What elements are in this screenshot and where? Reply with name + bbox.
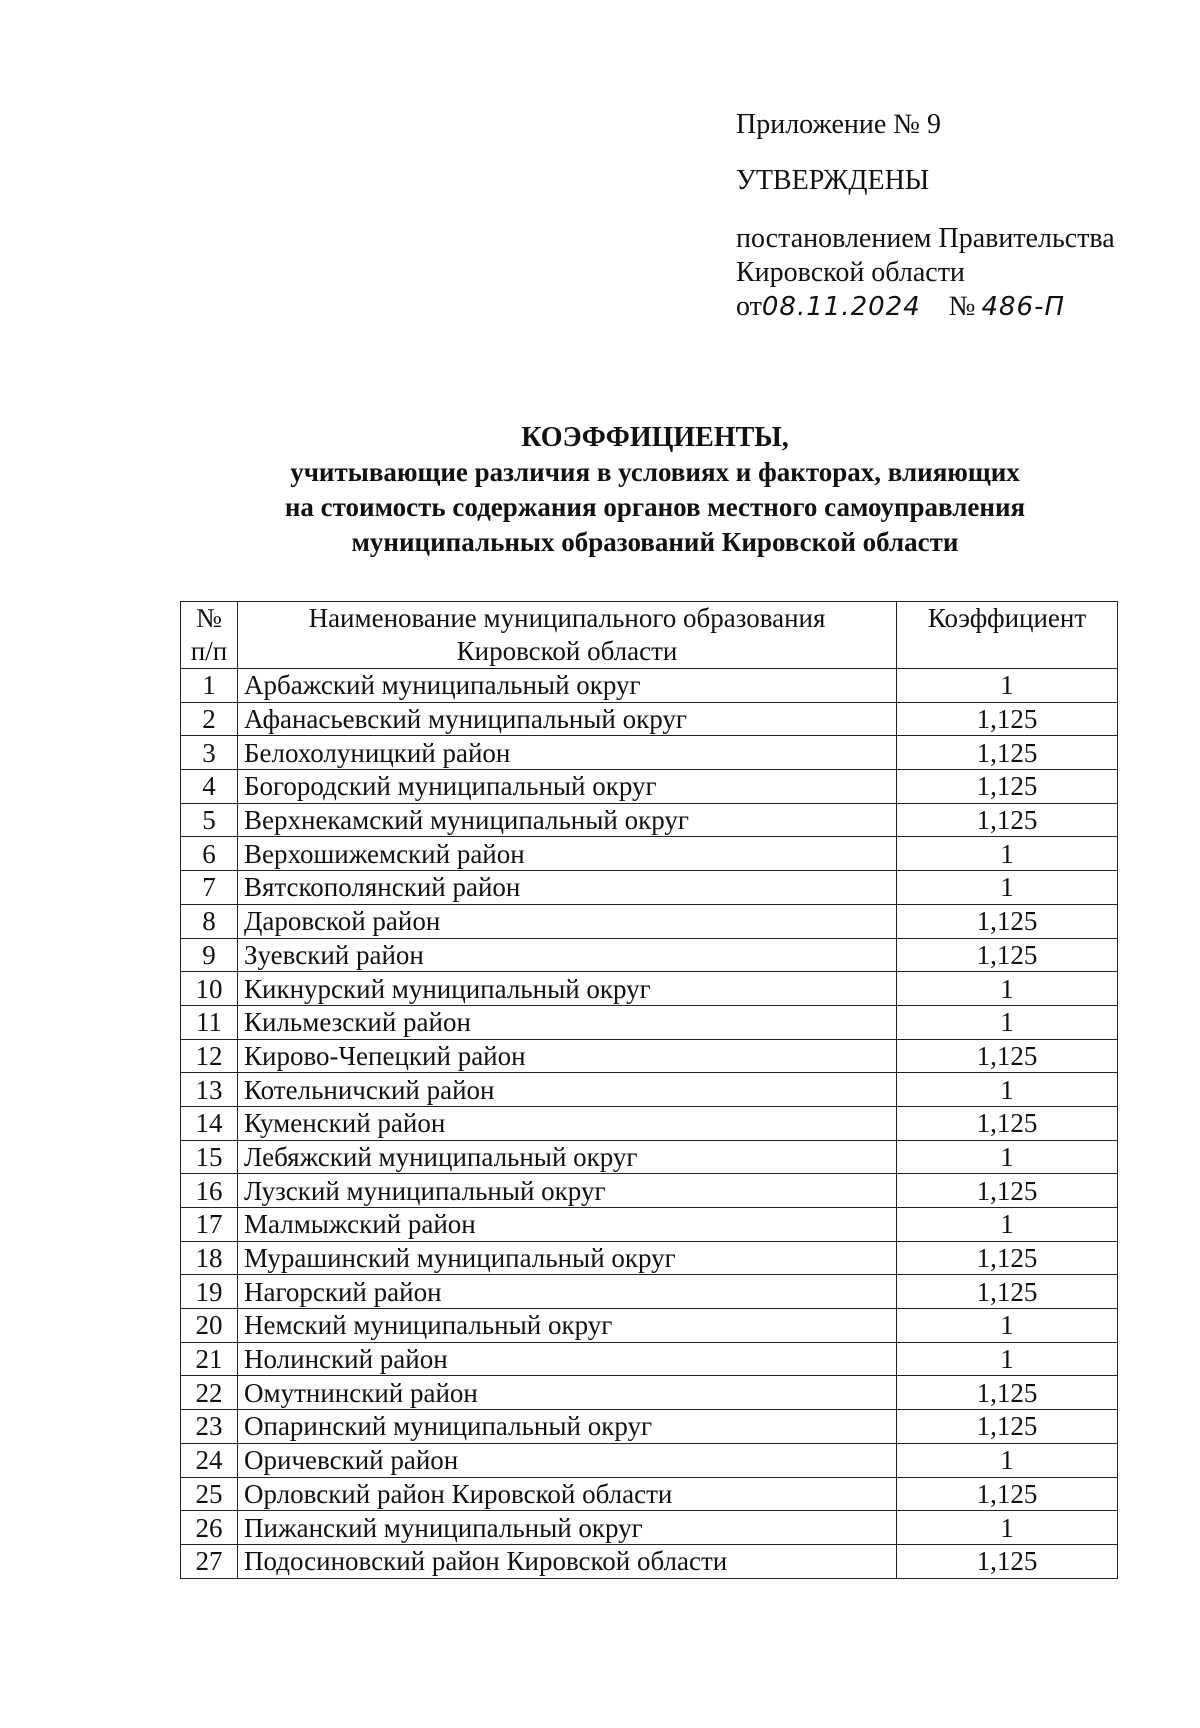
row-name: Куменский район <box>238 1106 897 1140</box>
row-number: 5 <box>181 803 238 837</box>
decree-date-number <box>736 290 1115 324</box>
row-number: 22 <box>181 1376 238 1410</box>
appendix-label: Приложение № 9 <box>736 109 941 140</box>
coefficients-table <box>180 601 1118 1579</box>
row-name: Кикнурский муниципальный округ <box>238 972 897 1006</box>
row-number: 11 <box>181 1005 238 1039</box>
table-row <box>181 904 1118 938</box>
table-row <box>181 1443 1118 1477</box>
row-number: 23 <box>181 1410 238 1444</box>
row-coefficient: 1,125 <box>897 1477 1118 1511</box>
row-coefficient: 1,125 <box>897 736 1118 770</box>
row-number: 26 <box>181 1511 238 1545</box>
header-coef: Коэффициент <box>897 602 1118 669</box>
row-coefficient: 1,125 <box>897 1106 1118 1140</box>
table-row <box>181 770 1118 804</box>
table-row <box>181 972 1118 1006</box>
row-coefficient: 1,125 <box>897 1376 1118 1410</box>
row-name: Подосиновский район Кировской области <box>238 1544 897 1578</box>
table-row <box>181 1410 1118 1444</box>
row-coefficient: 1,125 <box>897 1410 1118 1444</box>
row-name: Опаринский муниципальный округ <box>238 1410 897 1444</box>
header-num-line2: п/п <box>190 636 228 666</box>
header-num-line1: № <box>196 603 222 633</box>
row-coefficient: 1,125 <box>897 1174 1118 1208</box>
table-row <box>181 1477 1118 1511</box>
table-row <box>181 1005 1118 1039</box>
row-name: Нолинский район <box>238 1342 897 1376</box>
row-number: 9 <box>181 938 238 972</box>
row-number: 4 <box>181 770 238 804</box>
row-name: Зуевский район <box>238 938 897 972</box>
row-name: Мурашинский муниципальный округ <box>238 1241 897 1275</box>
row-coefficient: 1 <box>897 871 1118 905</box>
decree-number: 486-П <box>981 292 1066 322</box>
row-name: Котельничский район <box>238 1073 897 1107</box>
row-coefficient: 1 <box>897 1208 1118 1242</box>
row-number: 27 <box>181 1544 238 1578</box>
row-coefficient: 1 <box>897 1073 1118 1107</box>
approval-block <box>736 108 1115 324</box>
row-coefficient: 1 <box>897 972 1118 1006</box>
title-line3: муниципальных образований Кировской области <box>351 527 959 557</box>
header-num <box>181 602 238 669</box>
row-name: Пижанский муниципальный округ <box>238 1511 897 1545</box>
row-name: Кильмезский район <box>238 1005 897 1039</box>
table-row <box>181 1342 1118 1376</box>
row-coefficient: 1 <box>897 837 1118 871</box>
row-name: Афанасьевский муниципальный округ <box>238 702 897 736</box>
title-line2: на стоимость содержания органов местного самоуправления <box>284 492 1026 522</box>
table-row <box>181 1544 1118 1578</box>
table-row <box>181 1174 1118 1208</box>
row-name: Кирово-Чепецкий район <box>238 1039 897 1073</box>
row-coefficient: 1,125 <box>897 702 1118 736</box>
header-name <box>238 602 897 669</box>
row-number: 15 <box>181 1140 238 1174</box>
date-prefix: от <box>736 291 762 322</box>
row-name: Омутнинский район <box>238 1376 897 1410</box>
row-coefficient: 1,125 <box>897 1275 1118 1309</box>
approved-by-line1: постановлением Правительства <box>736 223 1115 254</box>
row-coefficient: 1 <box>897 669 1118 703</box>
row-name: Верхошижемский район <box>238 837 897 871</box>
table-row <box>181 837 1118 871</box>
row-name: Оричевский район <box>238 1443 897 1477</box>
table-row <box>181 1275 1118 1309</box>
row-coefficient: 1,125 <box>897 803 1118 837</box>
table-row <box>181 736 1118 770</box>
row-name: Даровской район <box>238 904 897 938</box>
title-main: КОЭФФИЦИЕНТЫ, <box>521 422 789 453</box>
table-row <box>181 1309 1118 1343</box>
row-number: 25 <box>181 1477 238 1511</box>
table-row <box>181 1106 1118 1140</box>
header-name-line1: Наименование муниципального образования <box>308 603 826 633</box>
table-row <box>181 1511 1118 1545</box>
row-number: 21 <box>181 1342 238 1376</box>
row-coefficient: 1,125 <box>897 1039 1118 1073</box>
row-number: 6 <box>181 837 238 871</box>
table-row <box>181 803 1118 837</box>
row-number: 12 <box>181 1039 238 1073</box>
row-coefficient: 1 <box>897 1342 1118 1376</box>
row-name: Немский муниципальный округ <box>238 1309 897 1343</box>
table-row <box>181 1140 1118 1174</box>
row-number: 3 <box>181 736 238 770</box>
row-coefficient: 1,125 <box>897 904 1118 938</box>
row-number: 7 <box>181 871 238 905</box>
row-name: Малмыжский район <box>238 1208 897 1242</box>
row-name: Белохолуницкий район <box>238 736 897 770</box>
title-line1: учитывающие различия в условиях и факторах, влияющих <box>290 457 1020 487</box>
row-number: 2 <box>181 702 238 736</box>
row-coefficient: 1,125 <box>897 1241 1118 1275</box>
row-name: Лебяжский муниципальный округ <box>238 1140 897 1174</box>
row-name: Верхнекамский муниципальный округ <box>238 803 897 837</box>
table-row <box>181 1376 1118 1410</box>
table-row <box>181 938 1118 972</box>
row-coefficient: 1 <box>897 1140 1118 1174</box>
row-coefficient: 1,125 <box>897 770 1118 804</box>
row-name: Богородский муниципальный округ <box>238 770 897 804</box>
row-number: 18 <box>181 1241 238 1275</box>
table-row <box>181 1208 1118 1242</box>
row-coefficient: 1 <box>897 1511 1118 1545</box>
row-number: 16 <box>181 1174 238 1208</box>
row-name: Лузский муниципальный округ <box>238 1174 897 1208</box>
table-row <box>181 1039 1118 1073</box>
row-name: Вятскополянский район <box>238 871 897 905</box>
document-title <box>130 420 1180 560</box>
row-number: 13 <box>181 1073 238 1107</box>
table-row <box>181 1073 1118 1107</box>
row-number: 8 <box>181 904 238 938</box>
row-number: 14 <box>181 1106 238 1140</box>
row-coefficient: 1 <box>897 1005 1118 1039</box>
approved-by-line2: Кировской области <box>736 257 965 288</box>
row-coefficient: 1 <box>897 1443 1118 1477</box>
row-number: 19 <box>181 1275 238 1309</box>
row-coefficient: 1,125 <box>897 1544 1118 1578</box>
number-prefix: № <box>948 291 976 322</box>
table-row <box>181 669 1118 703</box>
table-row <box>181 702 1118 736</box>
row-name: Арбажский муниципальный округ <box>238 669 897 703</box>
row-coefficient: 1 <box>897 1309 1118 1343</box>
decree-date: 08.11.2024 <box>761 292 921 322</box>
row-number: 20 <box>181 1309 238 1343</box>
row-name: Орловский район Кировской области <box>238 1477 897 1511</box>
table-header-row <box>181 602 1118 669</box>
table-row <box>181 1241 1118 1275</box>
row-number: 17 <box>181 1208 238 1242</box>
row-number: 24 <box>181 1443 238 1477</box>
row-name: Нагорский район <box>238 1275 897 1309</box>
header-name-line2: Кировской области <box>456 636 678 666</box>
table-row <box>181 871 1118 905</box>
row-number: 10 <box>181 972 238 1006</box>
row-number: 1 <box>181 669 238 703</box>
approved-label: УТВЕРЖДЕНЫ <box>736 165 930 196</box>
row-coefficient: 1,125 <box>897 938 1118 972</box>
